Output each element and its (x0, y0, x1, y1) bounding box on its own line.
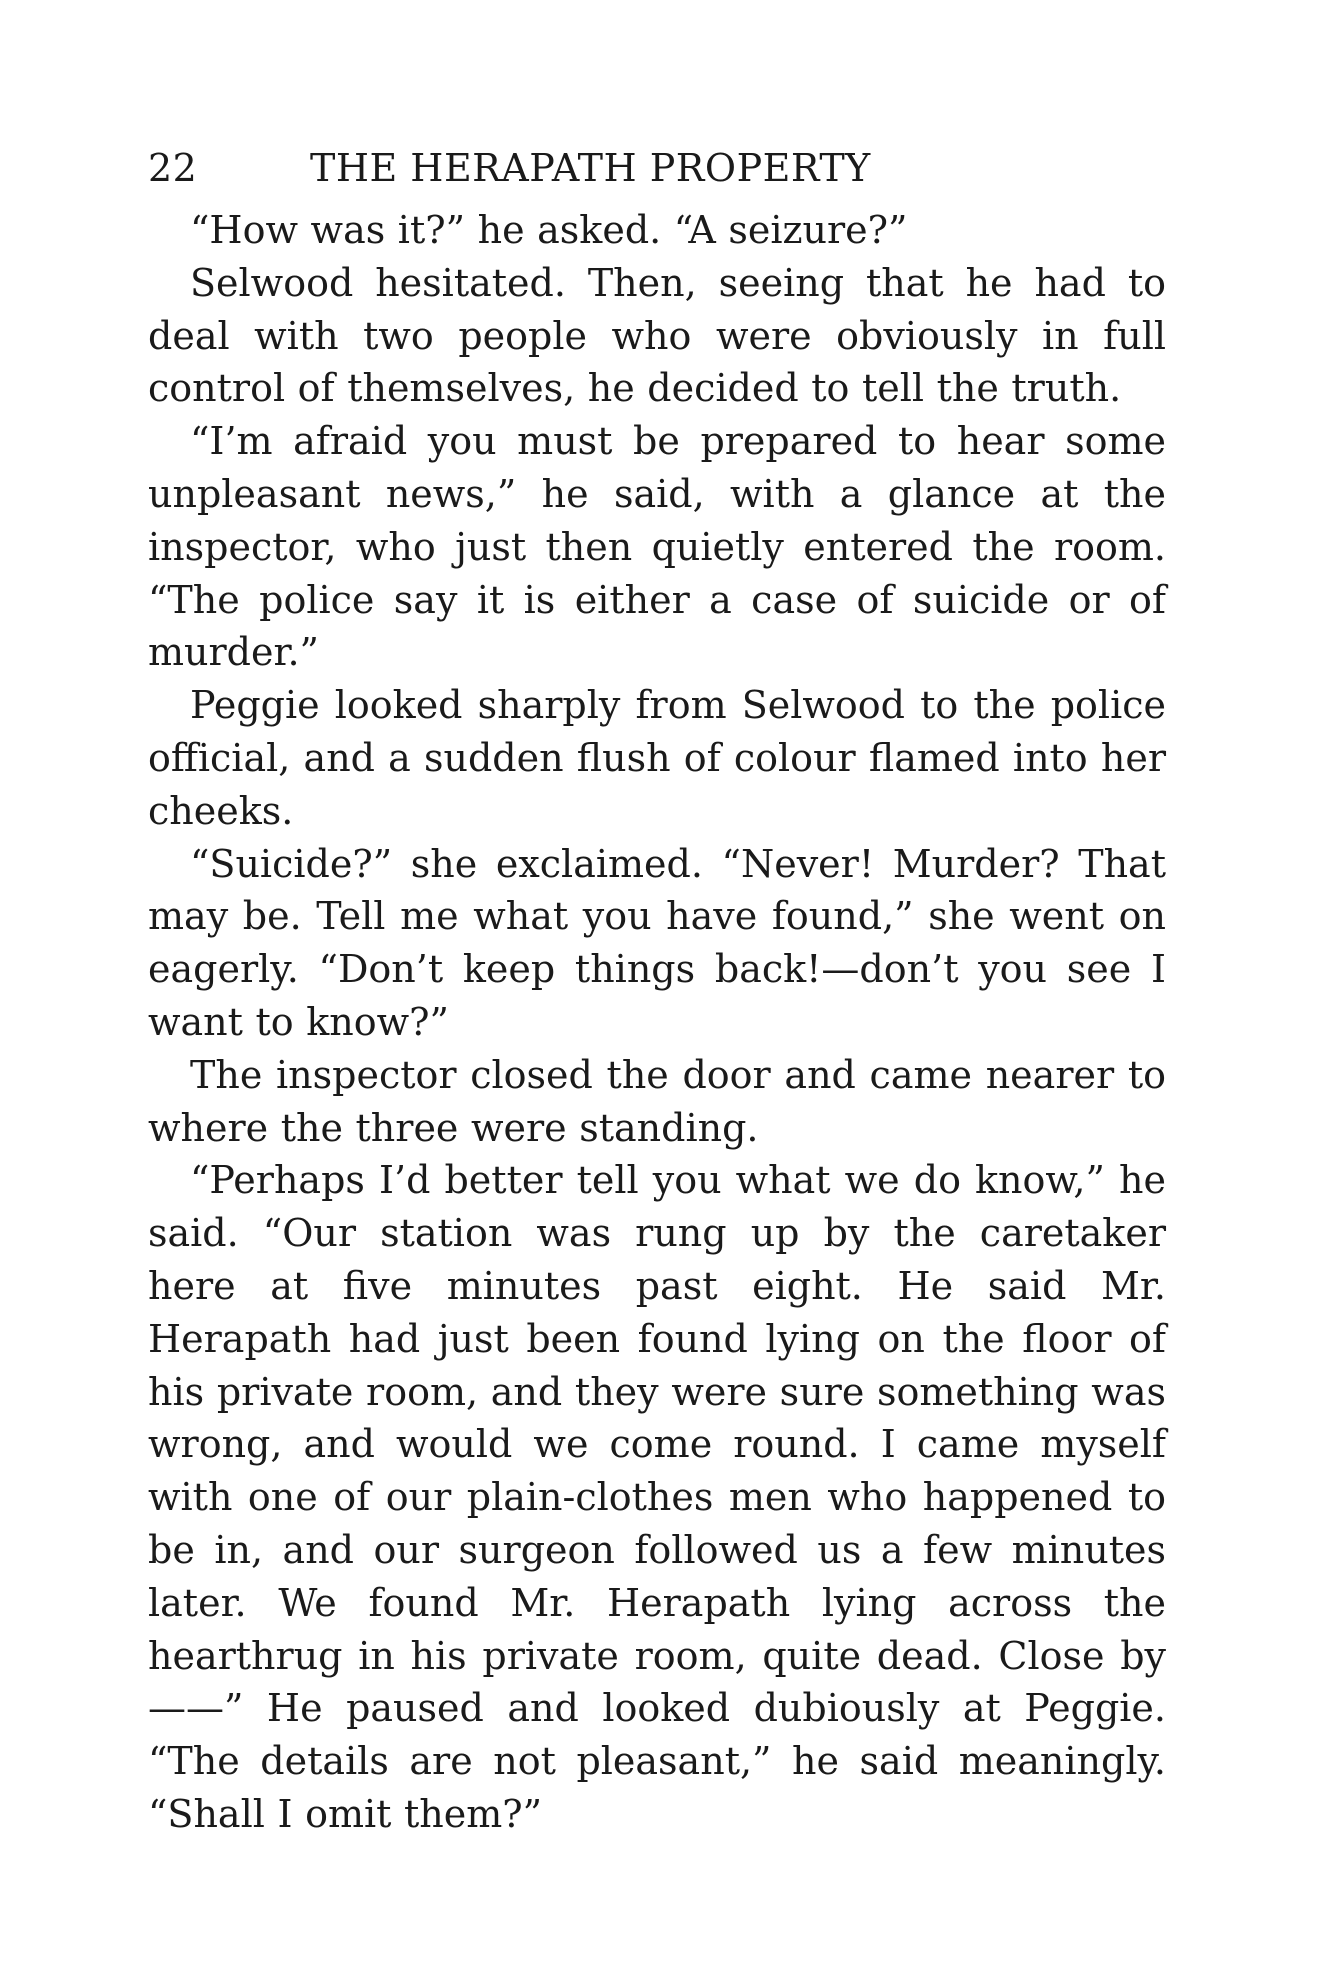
paragraph: Selwood hesitated. Then, seeing that he had to deal with two people who were obviously in full control of themselves, he decided to tell the truth. (148, 260, 1166, 411)
paragraph: “Perhaps I’d better tell you what we do know,” he said. “Our station was rung up by the caretaker here at five minutes past eight. He said Mr. Herapath had just been found lying on the floor of his private room, and they were sure something was wrong, and would we come round. I came myself with one of our plain-clothes men who happened to be in, and our surgeon followed us a few minutes later. We found Mr. Herapath lying across the hearthrug in his private room, quite dead. Close by——” He paused and looked dubiously at Peggie. “The details are not pleasant,” he said meaningly. “Shall I omit them?” (148, 1158, 1166, 1836)
running-title: THE HERAPATH PROPERTY (310, 146, 871, 190)
paragraph: “I’m afraid you must be prepared to hear some unpleasant news,” he said, with a glance at the inspector, who just then quietly entered the room. “The police say it is either a case of suicide or of murder.” (148, 419, 1166, 675)
body-text (148, 204, 1166, 1841)
paragraph: “How was it?” he asked. “A seizure?” (190, 208, 908, 252)
paragraph: “Suicide?” she exclaimed. “Never! Murder? That may be. Tell me what you have found,” she went on eagerly. “Don’t keep things back!—don’t you see I want to know?” (148, 841, 1166, 1044)
paragraph: Peggie looked sharply from Selwood to the police official, and a sudden flush of colour flamed into her cheeks. (148, 683, 1166, 833)
page-number: 22 (148, 146, 198, 190)
paragraph: The inspector closed the door and came nearer to where the three were standing. (148, 1052, 1166, 1150)
page-header (148, 138, 1048, 198)
